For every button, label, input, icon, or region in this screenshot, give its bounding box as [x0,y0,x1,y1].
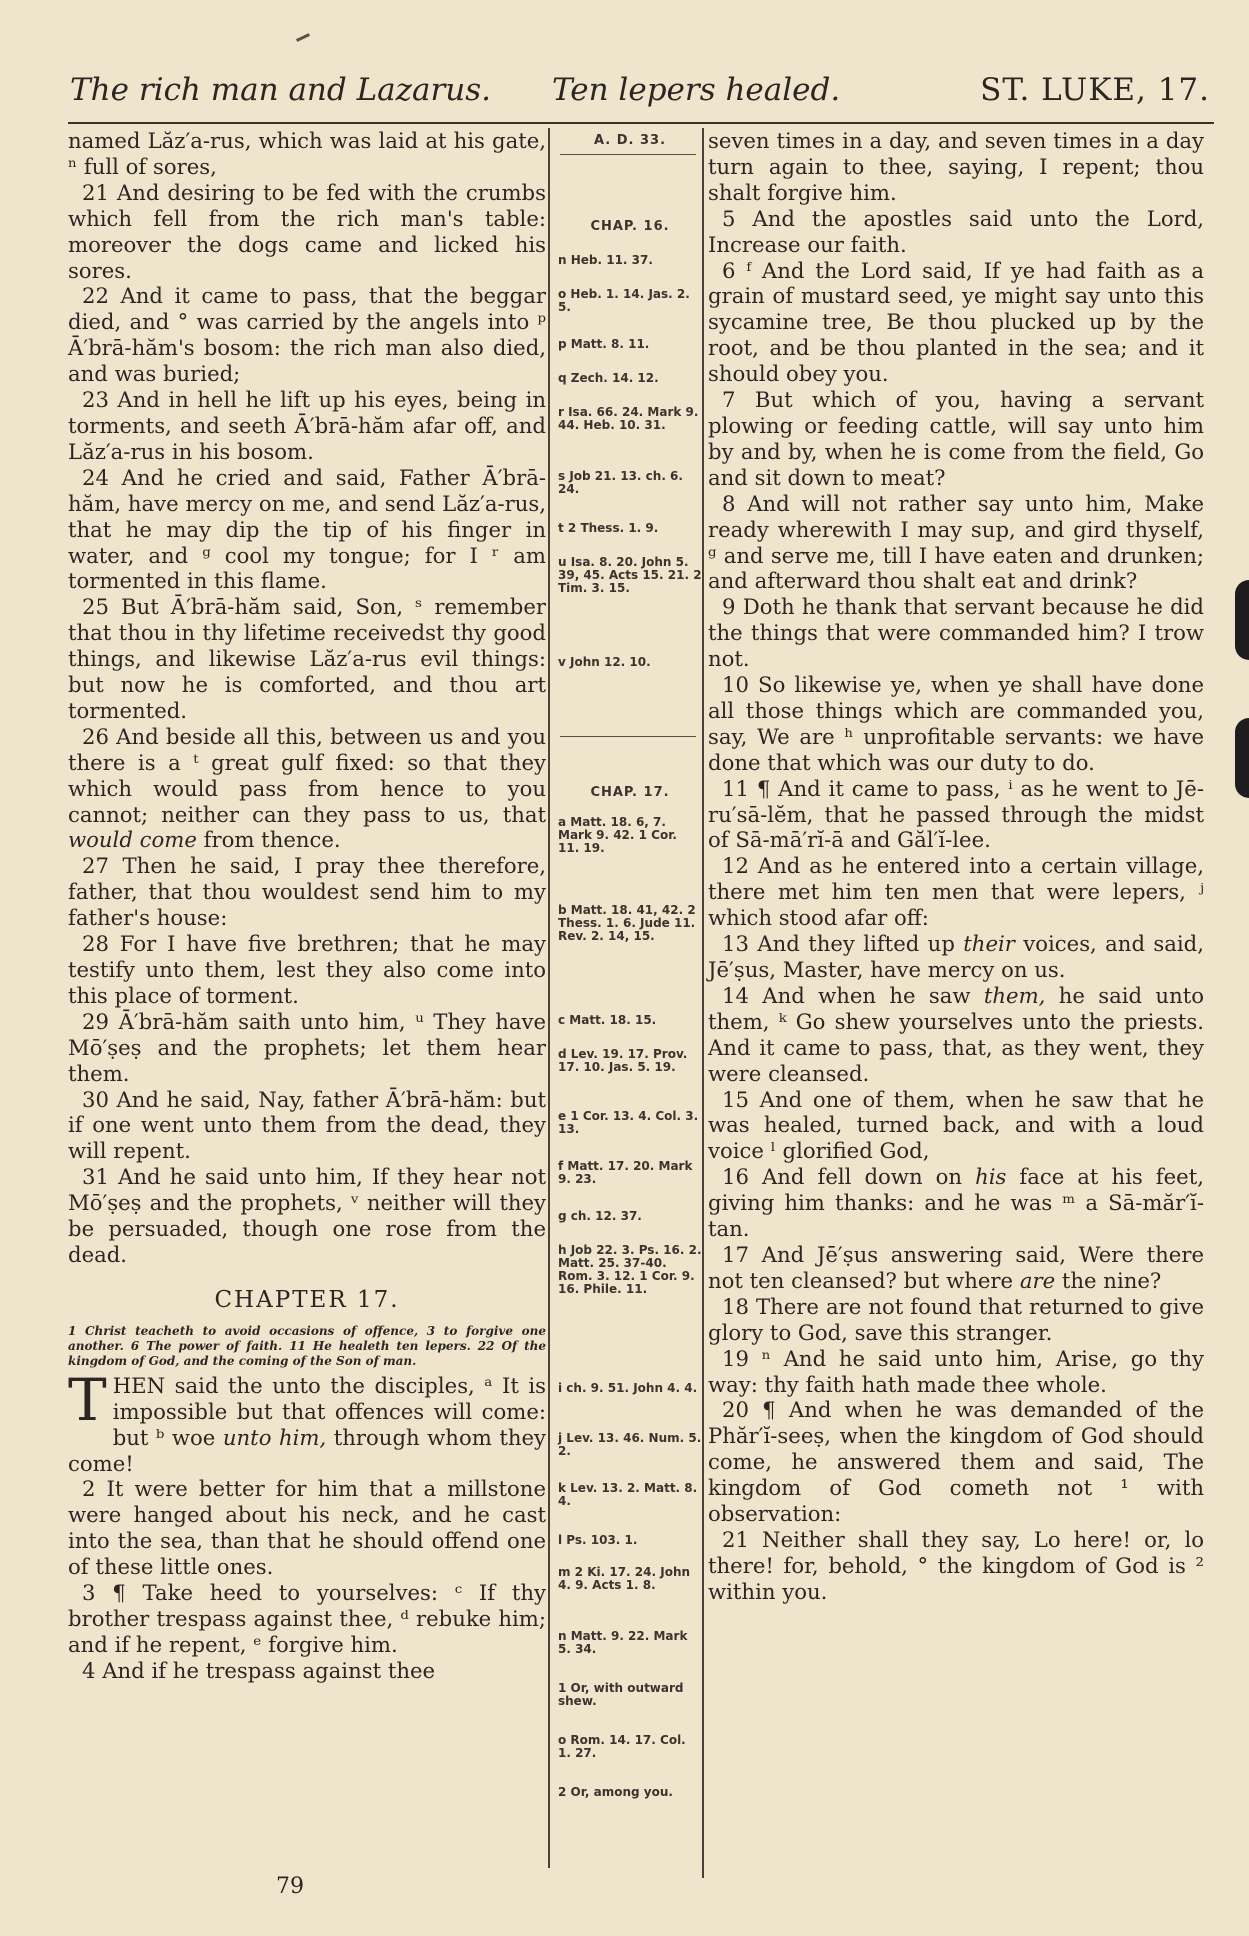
cross-reference: v John 12. 10. [558,655,651,669]
cross-reference: o Heb. 1. 14. Jas. 2. 5. [558,287,690,314]
cross-reference: l Ps. 103. 1. [558,1533,638,1547]
header-rule [68,122,1214,124]
cross-reference: 2 Or, among you. [558,1785,673,1799]
right-column-divider [702,128,704,1878]
cross-reference: p Matt. 8. 11. [558,337,650,351]
verse [708,1164,1204,1242]
verse-text: voices, and said, Jē′ṣus, Master, have mercy on us. [708,931,1204,982]
verse: 8 And will not rather say unto him, Make ready wherewith I may sup, and gird thyself, ᵍ and serve me, till I have eaten and drunken; and afterward thou shalt eat and drink? [708,490,1204,594]
italic-word: them, [983,982,1046,1008]
page-edge-tab [1235,718,1249,798]
verse: 4 And if he trespass against thee [82,1657,436,1683]
verse: 24 And he cried and said, Father Ā′brā-hăm, have mercy on me, and send Lăz′a-rus, that he may dip the tip of his finger in water, and ᵍ cool my tongue; for I ʳ am tormented in this flame. [68,464,546,594]
chapter-16-label: CHAP. 16. [590,219,670,234]
header-book-chapter: ST. LUKE, 17. [980,72,1210,108]
cross-reference: g ch. 12. 37. [558,1209,642,1223]
cross-reference: f Matt. 17. 20. Mark 9. 23. [558,1159,693,1186]
page-edge-tab [1235,580,1249,660]
verse-text: face at his feet, giving him thanks: and he was ᵐ a Sā-măr′ĭ-tan. [708,1164,1204,1242]
italic-word: unto him, [222,1424,327,1450]
italic-word: would come [68,827,197,853]
ref-rule [560,154,696,155]
cross-reference: n Heb. 11. 37. [558,253,653,267]
year-label: A. D. 33. [593,133,667,148]
page-number: 79 [276,1874,304,1899]
cross-reference: j Lev. 13. 46. Num. 5. 2. [558,1431,702,1458]
chapter-summary: 1 Christ teacheth to avoid occasions of offence, 3 to forgive one another. 6 The power of faith. 11 He healeth ten lepers. 22 Of the kingdom of God, and the coming of the Son of man. [68,1323,546,1368]
chapter-heading: CHAPTER 17. [214,1286,400,1313]
chapter-17-label: CHAP. 17. [590,785,670,800]
verse: 2 It were better for him that a millstone were hanged about his neck, and he cast into the sea, than that he should offend one of these little ones. [68,1476,546,1580]
running-header [70,72,1210,122]
cross-reference: e 1 Cor. 13. 4. Col. 3. 13. [558,1109,699,1136]
cross-reference: s Job 21. 13. ch. 6. 24. [558,469,683,496]
verse-text: 16 And fell down on [722,1164,963,1190]
cross-reference: 1 Or, with outward shew. [558,1681,684,1708]
cross-reference: d Lev. 19. 17. Prov. 17. 10. Jas. 5. 19. [558,1047,688,1074]
verse: 3 ¶ Take heed to yourselves: ᶜ If thy brother trespass against thee, ᵈ rebuke him; and if he repent, ᵉ forgive him. [68,1580,546,1657]
ref-rule [560,736,696,737]
verse-text: 13 And they lifted up [722,931,955,957]
italic-word: their [963,931,1015,957]
verse-text: HEN said the unto the disciples, ᵃ It is impossible but that offences will come: but ᵇ woe [112,1372,546,1450]
cross-reference: i ch. 9. 51. John 4. 4. [558,1381,698,1395]
cross-reference: u Isa. 8. 20. John 5. 39, 45. Acts 15. 21. 2 Tim. 3. 15. [558,555,702,595]
cross-reference: m 2 Ki. 17. 24. John 4. 9. Acts 1. 8. [558,1565,691,1592]
cross-reference: h Job 22. 3. Ps. 16. 2. Matt. 25. 37-40. Rom. 3. 12. 1 Cor. 9. 16. Philе. 11. [558,1243,702,1296]
italic-word: are [1019,1267,1056,1293]
header-middle-title: Ten lepers healed. [552,72,841,108]
verse-text: the nine? [1061,1267,1162,1293]
verse-text: through whom they come! [68,1424,546,1476]
right-text-column [708,128,1204,1605]
verse: named Lăz′a-rus, which was laid at his gate, ⁿ full of sores, [68,128,546,179]
verse [708,983,1204,1087]
verse-text: 14 And when he saw [722,982,971,1008]
italic-word: his [975,1164,1007,1190]
verse: 31 And he said unto him, If they hear not Mō′ṣeṣ and the prophets, ᵛ neither will they be persuaded, though one rose from the dead. [68,1164,546,1267]
cross-reference: t 2 Thess. 1. 9. [558,521,659,535]
verse: 25 But Ā′brā-hăm said, Son, ˢ remember that thou in thy lifetime receivedst thy good things, and likewise Lăz′a-rus evil things: but now he is comforted, and thou art tormented. [68,594,546,723]
left-text-column [68,128,546,1684]
verse-text: 26 And beside all this, between us and you there is a ᵗ great gulf fixed: so that they which would pass from hence to you cannot; neither can they pass to us, that [68,723,546,827]
verse: 15 And one of them, when he saw that he was healed, turned back, and with a loud voice ˡ glorified God, [708,1086,1204,1164]
cross-reference: b Matt. 18. 41, 42. 2 Thess. 1. 6. Jude 11. Rev. 2. 14, 15. [558,903,696,943]
verse: 20 ¶ And when he was demanded of the Phăr′ĭ-seeṣ, when the kingdom of God should come, he answered them and said, The kingdom of God cometh not ¹ with observation: [708,1397,1204,1527]
verse: 10 So likewise ye, when ye shall have done all those things which are commanded you, say, We are ʰ unprofitable servants: we have done that which was our duty to do. [708,672,1204,775]
verse: 18 There are not found that returned to give glory to God, save this stranger. [708,1293,1204,1345]
header-left-title: The rich man and Lazarus. [70,72,492,108]
verse [68,724,546,854]
verse: 11 ¶ And it came to pass, ⁱ as he went to Jē-ru′sā-lĕm, that he passed through the midst of Sā-mā′rĭ-ā and Găl′ĭ-lee. [708,775,1204,853]
verse [708,1242,1204,1294]
verse: 7 But which of you, having a servant plowing or feeding cattle, will say unto him by and by, when he is come from the field, Go and sit down to meat? [708,387,1204,490]
cross-reference: c Matt. 18. 15. [558,1013,657,1027]
verse-text: from thence. [203,827,341,853]
verse: 5 And the apostles said unto the Lord, Increase our faith. [708,205,1204,257]
verse: 27 Then he said, I pray thee therefore, father, that thou wouldest send him to my father's house: [68,853,546,931]
cross-reference: k Lev. 13. 2. Matt. 8. 4. [558,1481,698,1508]
cross-reference: o Rom. 14. 17. Col. 1. 27. [558,1733,686,1760]
verse: 21 And desiring to be fed with the crumbs which fell from the rich man's table: moreover the dogs came and licked his sores. [68,179,546,283]
verse: 28 For I have five brethren; that he may testify unto them, lest they also come into this place of torment. [68,931,546,1008]
verse: 6 ᶠ And the Lord said, If ye had faith as a grain of mustard seed, ye might say unto this sycamine tree, Be thou plucked up by the root, and be thou planted in the sea; and it should obey you. [708,257,1204,387]
verse: seven times in a day, and seven times in a day turn again to thee, saying, I repent; thou shalt forgive him. [708,128,1204,205]
verse: 12 And as he entered into a certain village, there met him ten men that were lepers, ʲ which stood afar off: [708,853,1204,931]
verse [68,1365,546,1477]
verse: 19 ⁿ And he said unto him, Arise, go thy way: thy faith hath made thee whole. [708,1345,1204,1397]
verse: 23 And in hell he lift up his eyes, being in torments, and seeth Ā′brā-hăm afar off, and Lăz′a-rus in his bosom. [68,387,546,464]
verse: 29 Ā′brā-hăm saith unto him, ᵘ They have Mō′ṣeṣ and the prophets; let them hear them. [68,1008,546,1086]
verse: 9 Doth he thank that servant because he did the things that were commanded him? I trow not. [708,594,1204,672]
cross-reference: r Isa. 66. 24. Mark 9. 44. Heb. 10. 31. [558,405,699,432]
verse-text: 17 And Jē′ṣus answering said, Were there not ten cleansed? but where [708,1241,1204,1293]
drop-cap: T [68,1365,107,1434]
verse: 21 Neither shall they say, Lo here! or, lo there! for, behold, ° the kingdom of God is ² within you. [708,1526,1204,1604]
ink-mark [296,33,310,42]
left-column-divider [548,128,550,1868]
cross-reference: a Matt. 18. 6, 7. Mark 9. 42. 1 Cor. 11. 19. [558,815,677,855]
verse: 30 And he said, Nay, father Ā′brā-hăm: but if one went unto them from the dead, they will repent. [68,1086,546,1164]
cross-reference: q Zech. 14. 12. [558,371,659,385]
cross-reference: n Matt. 9. 22. Mark 5. 34. [558,1629,688,1656]
verse-text: he said unto them, ᵏ Go shew yourselves unto the priests. And it came to pass, that, as they went, they were cleansed. [708,982,1204,1086]
verse: 22 And it came to pass, that the beggar died, and ° was carried by the angels into ᵖ Ā′brā-hăm's bosom: the rich man also died, and was buried; [68,283,546,387]
verse [708,931,1204,983]
